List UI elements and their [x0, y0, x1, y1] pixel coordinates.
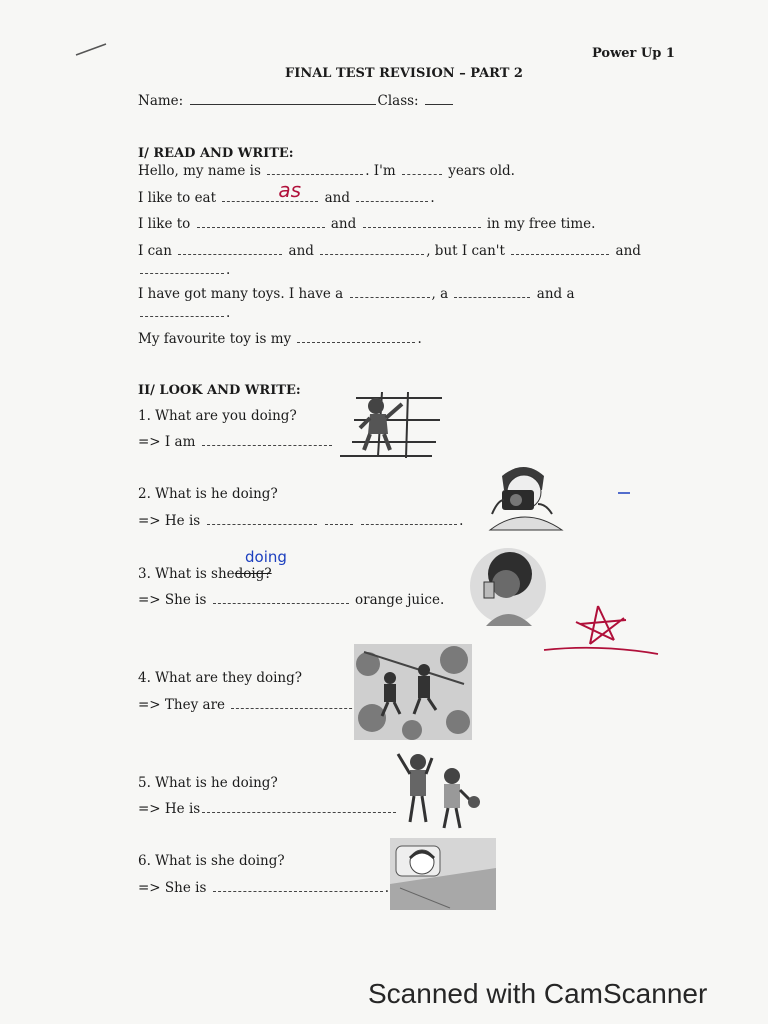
- line-text: and a: [536, 286, 575, 302]
- answer-blank[interactable]: [213, 592, 349, 604]
- girl-sleeping-picture: [390, 838, 496, 910]
- answer-blank[interactable]: [511, 243, 609, 255]
- line-text: I have got many toys. I have a: [138, 286, 344, 302]
- read-line-2: I like to eat as and .: [138, 178, 435, 206]
- answer-line-1: [138, 434, 334, 450]
- read-line-1: [138, 163, 515, 179]
- question-1: 1. What are you doing?: [138, 408, 297, 424]
- line-text: years old.: [448, 163, 515, 179]
- answer-blank[interactable]: [297, 331, 415, 343]
- answer-blank[interactable]: [363, 216, 481, 228]
- question-4: 4. What are they doing?: [138, 670, 302, 686]
- question-3: [138, 566, 272, 582]
- read-line-4-cont: .: [138, 262, 230, 278]
- page-title: FINAL TEST REVISION – PART 2: [285, 66, 523, 81]
- class-label: Class:: [377, 93, 419, 109]
- read-line-4: [138, 243, 641, 259]
- answer-line-2: => He is .: [138, 513, 464, 529]
- answer-blank[interactable]: [267, 163, 363, 175]
- answer-prefix: => She is: [138, 592, 207, 608]
- line-text: I can: [138, 243, 172, 259]
- answer-blank[interactable]: [202, 801, 396, 813]
- answer-blank[interactable]: [140, 305, 224, 317]
- question-2: 2. What is he doing?: [138, 486, 278, 502]
- answer-line-5: [138, 801, 398, 817]
- boy-with-camera-picture: [486, 460, 564, 532]
- answer-blank[interactable]: [207, 513, 317, 525]
- line-text: , a: [431, 286, 449, 302]
- section-1-heading: I/ READ AND WRITE:: [138, 146, 294, 161]
- handwritten-answer: as: [278, 178, 302, 202]
- answer-prefix: => He is: [138, 801, 201, 817]
- answer-prefix: => She is: [138, 880, 207, 896]
- read-line-3: [138, 216, 595, 232]
- name-label: Name:: [138, 93, 184, 109]
- line-text: , but I can't: [426, 243, 505, 259]
- answer-line-3: [138, 592, 444, 608]
- line-text: I like to eat: [138, 190, 217, 206]
- answer-blank[interactable]: [140, 262, 224, 274]
- answer-line-6: => She is .: [138, 880, 389, 896]
- answer-blank[interactable]: [454, 286, 530, 298]
- section-2-heading: II/ LOOK AND WRITE:: [138, 383, 301, 398]
- pen-dash-mark: [616, 490, 632, 496]
- answer-line-4: [138, 697, 359, 713]
- handwritten-correction: doing: [245, 548, 287, 566]
- read-line-5: [138, 286, 575, 302]
- read-line-5-cont: .: [138, 305, 230, 321]
- answer-blank[interactable]: [197, 216, 325, 228]
- answer-blank[interactable]: [213, 880, 383, 892]
- answer-suffix: orange juice.: [354, 592, 445, 608]
- climbing-child-picture: [336, 388, 446, 464]
- line-text: Hello, my name is: [138, 163, 261, 179]
- pen-mark: [72, 40, 112, 60]
- course-label: Power Up 1: [592, 46, 675, 61]
- class-blank[interactable]: [425, 93, 453, 105]
- line-text: My favourite toy is my: [138, 331, 292, 347]
- answer-prefix: => They are: [138, 697, 226, 713]
- answer-blank[interactable]: [356, 190, 428, 202]
- struck-word: doig?: [234, 566, 272, 582]
- answer-blank[interactable]: [402, 163, 442, 175]
- line-text: and: [330, 216, 357, 232]
- boys-with-ball-picture: [390, 748, 484, 832]
- read-line-6: My favourite toy is my .: [138, 331, 422, 347]
- answer-prefix: => I am: [138, 434, 196, 450]
- line-text: and: [288, 243, 314, 259]
- answer-blank[interactable]: [325, 513, 353, 525]
- forest-people-picture: [354, 644, 472, 740]
- name-blank[interactable]: [190, 93, 376, 105]
- line-text: . I'm: [365, 163, 396, 179]
- girl-drinking-picture: [466, 546, 550, 626]
- answer-blank[interactable]: [320, 243, 424, 255]
- line-text: I like to: [138, 216, 191, 232]
- answer-blank[interactable]: [178, 243, 282, 255]
- line-text: and: [324, 190, 351, 206]
- answer-blank[interactable]: [202, 434, 332, 446]
- name-class-row: [138, 93, 455, 109]
- answer-prefix: => He is: [138, 513, 201, 529]
- line-text: in my free time.: [486, 216, 596, 232]
- red-star-mark: [540, 600, 664, 660]
- answer-blank[interactable]: [361, 513, 457, 525]
- answer-blank[interactable]: [231, 697, 357, 709]
- scanner-watermark: Scanned with CamScanner: [368, 978, 708, 1009]
- answer-blank[interactable]: [222, 178, 318, 202]
- question-text: 3. What is she: [138, 566, 235, 582]
- answer-blank[interactable]: [350, 286, 430, 298]
- question-6: 6. What is she doing?: [138, 853, 285, 869]
- line-text: and: [615, 243, 641, 259]
- question-5: 5. What is he doing?: [138, 775, 278, 791]
